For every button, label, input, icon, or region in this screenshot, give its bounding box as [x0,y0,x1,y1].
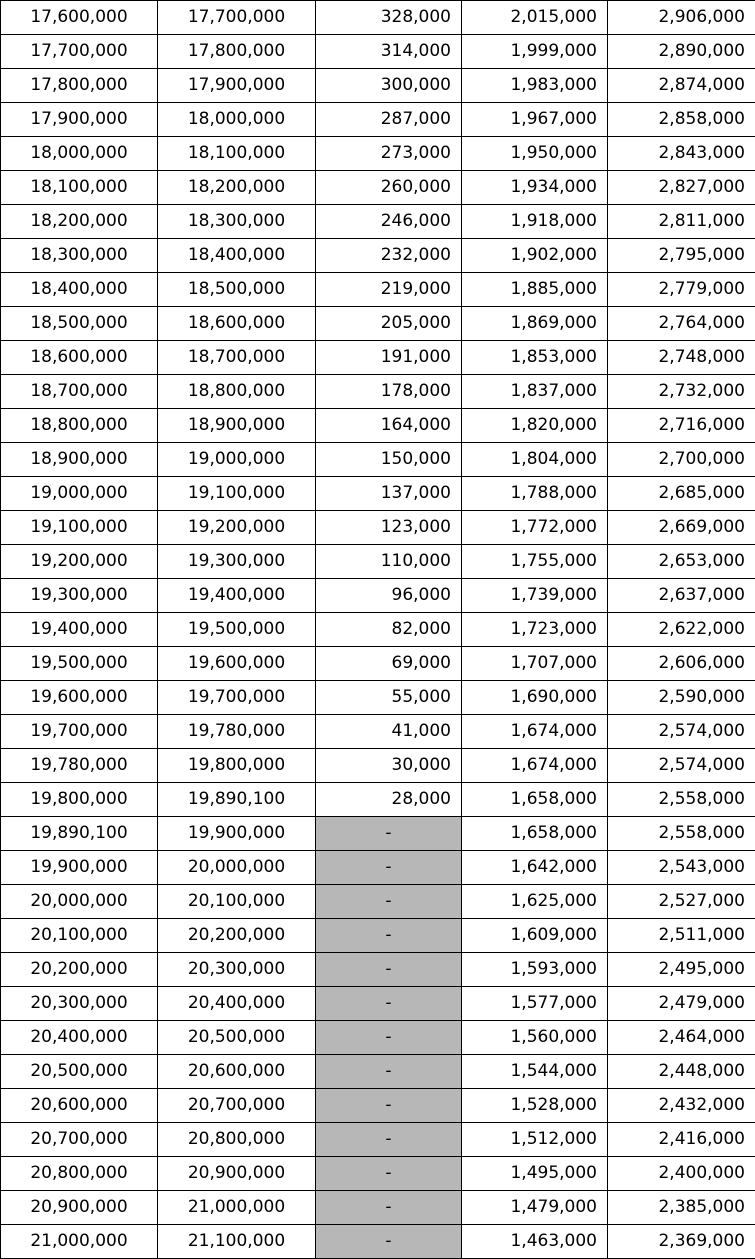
range-to-cell: 19,800,000 [158,749,316,783]
range-from-cell: 17,900,000 [1,103,158,137]
table-row [1,341,755,375]
value-c-cell: 2,574,000 [608,749,755,783]
range-from-cell: 19,700,000 [1,715,158,749]
value-b-cell: 1,609,000 [462,919,608,953]
range-to-cell: 19,900,000 [158,817,316,851]
value-a-cell: 110,000 [316,545,462,579]
table-row [1,681,755,715]
value-b-cell: 1,950,000 [462,137,608,171]
value-a-cell: - [316,1055,462,1089]
table-row [1,613,755,647]
value-a-cell: - [316,817,462,851]
value-c-cell: 2,890,000 [608,35,755,69]
value-b-cell: 1,723,000 [462,613,608,647]
value-b-cell: 1,902,000 [462,239,608,273]
range-from-cell: 20,400,000 [1,1021,158,1055]
value-a-cell: 123,000 [316,511,462,545]
range-to-cell: 19,300,000 [158,545,316,579]
value-b-cell: 1,739,000 [462,579,608,613]
value-b-cell: 1,983,000 [462,69,608,103]
value-b-cell: 1,528,000 [462,1089,608,1123]
value-b-cell: 1,674,000 [462,749,608,783]
range-to-cell: 20,900,000 [158,1157,316,1191]
table-row [1,1,755,35]
value-c-cell: 2,511,000 [608,919,755,953]
value-a-cell: 96,000 [316,579,462,613]
range-to-cell: 20,200,000 [158,919,316,953]
range-from-cell: 18,600,000 [1,341,158,375]
value-a-cell: 300,000 [316,69,462,103]
value-b-cell: 1,463,000 [462,1225,608,1259]
value-c-cell: 2,574,000 [608,715,755,749]
range-from-cell: 19,500,000 [1,647,158,681]
value-a-cell: - [316,1157,462,1191]
value-a-cell: 191,000 [316,341,462,375]
table-row [1,953,755,987]
value-b-cell: 1,869,000 [462,307,608,341]
range-from-cell: 17,800,000 [1,69,158,103]
range-to-cell: 17,700,000 [158,1,316,35]
table-row [1,171,755,205]
value-a-cell: 273,000 [316,137,462,171]
range-from-cell: 20,800,000 [1,1157,158,1191]
value-c-cell: 2,527,000 [608,885,755,919]
value-a-cell: 246,000 [316,205,462,239]
range-to-cell: 19,500,000 [158,613,316,647]
value-b-cell: 1,674,000 [462,715,608,749]
value-c-cell: 2,369,000 [608,1225,755,1259]
table-row [1,1089,755,1123]
value-c-cell: 2,590,000 [608,681,755,715]
range-from-cell: 18,200,000 [1,205,158,239]
value-a-cell: 205,000 [316,307,462,341]
table-row [1,1055,755,1089]
table-row [1,477,755,511]
range-from-cell: 17,600,000 [1,1,158,35]
range-to-cell: 19,100,000 [158,477,316,511]
value-a-cell: - [316,987,462,1021]
value-b-cell: 1,593,000 [462,953,608,987]
value-b-cell: 1,788,000 [462,477,608,511]
range-to-cell: 19,200,000 [158,511,316,545]
value-a-cell: 314,000 [316,35,462,69]
value-c-cell: 2,400,000 [608,1157,755,1191]
value-c-cell: 2,779,000 [608,273,755,307]
table-row [1,715,755,749]
value-b-cell: 2,015,000 [462,1,608,35]
value-c-cell: 2,448,000 [608,1055,755,1089]
value-a-cell: - [316,885,462,919]
table-row [1,205,755,239]
table-row [1,851,755,885]
value-c-cell: 2,543,000 [608,851,755,885]
value-c-cell: 2,385,000 [608,1191,755,1225]
table-row [1,443,755,477]
value-c-cell: 2,558,000 [608,817,755,851]
value-a-cell: 164,000 [316,409,462,443]
value-a-cell: - [316,1089,462,1123]
value-a-cell: 232,000 [316,239,462,273]
range-from-cell: 19,000,000 [1,477,158,511]
value-a-cell: 69,000 [316,647,462,681]
value-a-cell: 178,000 [316,375,462,409]
range-from-cell: 18,700,000 [1,375,158,409]
range-from-cell: 19,300,000 [1,579,158,613]
value-a-cell: 82,000 [316,613,462,647]
range-to-cell: 21,100,000 [158,1225,316,1259]
value-a-cell: 287,000 [316,103,462,137]
range-from-cell: 19,780,000 [1,749,158,783]
table-row [1,545,755,579]
table-row [1,137,755,171]
value-b-cell: 1,755,000 [462,545,608,579]
value-b-cell: 1,853,000 [462,341,608,375]
range-from-cell: 20,200,000 [1,953,158,987]
value-a-cell: 30,000 [316,749,462,783]
range-to-cell: 19,000,000 [158,443,316,477]
range-from-cell: 19,100,000 [1,511,158,545]
range-to-cell: 18,500,000 [158,273,316,307]
value-c-cell: 2,811,000 [608,205,755,239]
value-b-cell: 1,544,000 [462,1055,608,1089]
range-from-cell: 20,100,000 [1,919,158,953]
table-row [1,511,755,545]
table-row [1,409,755,443]
range-from-cell: 20,600,000 [1,1089,158,1123]
range-from-cell: 20,300,000 [1,987,158,1021]
value-a-cell: - [316,851,462,885]
value-b-cell: 1,642,000 [462,851,608,885]
table-row [1,1191,755,1225]
table-row [1,375,755,409]
value-b-cell: 1,837,000 [462,375,608,409]
table-row [1,749,755,783]
range-from-cell: 19,400,000 [1,613,158,647]
table-row [1,1157,755,1191]
value-b-cell: 1,658,000 [462,783,608,817]
range-from-cell: 19,200,000 [1,545,158,579]
value-c-cell: 2,464,000 [608,1021,755,1055]
range-to-cell: 20,100,000 [158,885,316,919]
value-c-cell: 2,416,000 [608,1123,755,1157]
value-b-cell: 1,625,000 [462,885,608,919]
value-a-cell: - [316,1021,462,1055]
range-to-cell: 18,900,000 [158,409,316,443]
value-b-cell: 1,479,000 [462,1191,608,1225]
table-row [1,647,755,681]
value-c-cell: 2,700,000 [608,443,755,477]
range-from-cell: 19,600,000 [1,681,158,715]
value-a-cell: - [316,1225,462,1259]
range-from-cell: 19,890,100 [1,817,158,851]
amount-table-body [1,1,755,1259]
value-a-cell: 137,000 [316,477,462,511]
range-from-cell: 18,300,000 [1,239,158,273]
table-row [1,1225,755,1259]
value-b-cell: 1,999,000 [462,35,608,69]
value-c-cell: 2,479,000 [608,987,755,1021]
range-to-cell: 18,300,000 [158,205,316,239]
value-b-cell: 1,560,000 [462,1021,608,1055]
value-b-cell: 1,934,000 [462,171,608,205]
range-from-cell: 18,000,000 [1,137,158,171]
value-c-cell: 2,606,000 [608,647,755,681]
range-to-cell: 18,800,000 [158,375,316,409]
value-c-cell: 2,764,000 [608,307,755,341]
table-row [1,579,755,613]
value-a-cell: - [316,1123,462,1157]
value-b-cell: 1,918,000 [462,205,608,239]
value-a-cell: - [316,1191,462,1225]
value-c-cell: 2,858,000 [608,103,755,137]
range-to-cell: 20,400,000 [158,987,316,1021]
table-row [1,239,755,273]
range-from-cell: 18,100,000 [1,171,158,205]
table-row [1,919,755,953]
range-to-cell: 20,300,000 [158,953,316,987]
value-b-cell: 1,820,000 [462,409,608,443]
value-b-cell: 1,512,000 [462,1123,608,1157]
value-c-cell: 2,874,000 [608,69,755,103]
table-row [1,69,755,103]
range-from-cell: 20,500,000 [1,1055,158,1089]
range-to-cell: 19,700,000 [158,681,316,715]
table-row [1,817,755,851]
range-to-cell: 19,600,000 [158,647,316,681]
range-from-cell: 20,000,000 [1,885,158,919]
range-to-cell: 21,000,000 [158,1191,316,1225]
range-from-cell: 18,800,000 [1,409,158,443]
range-to-cell: 18,200,000 [158,171,316,205]
range-to-cell: 19,890,100 [158,783,316,817]
value-a-cell: - [316,953,462,987]
range-from-cell: 19,900,000 [1,851,158,885]
range-to-cell: 17,900,000 [158,69,316,103]
value-a-cell: 55,000 [316,681,462,715]
value-a-cell: 328,000 [316,1,462,35]
value-c-cell: 2,622,000 [608,613,755,647]
range-to-cell: 18,600,000 [158,307,316,341]
value-b-cell: 1,495,000 [462,1157,608,1191]
value-b-cell: 1,707,000 [462,647,608,681]
value-b-cell: 1,885,000 [462,273,608,307]
value-b-cell: 1,804,000 [462,443,608,477]
value-a-cell: 41,000 [316,715,462,749]
range-from-cell: 18,900,000 [1,443,158,477]
table-row [1,307,755,341]
range-from-cell: 17,700,000 [1,35,158,69]
value-a-cell: 219,000 [316,273,462,307]
range-to-cell: 20,800,000 [158,1123,316,1157]
range-to-cell: 20,500,000 [158,1021,316,1055]
table-row [1,35,755,69]
range-from-cell: 21,000,000 [1,1225,158,1259]
value-c-cell: 2,637,000 [608,579,755,613]
value-c-cell: 2,685,000 [608,477,755,511]
value-b-cell: 1,658,000 [462,817,608,851]
table-row [1,273,755,307]
value-c-cell: 2,748,000 [608,341,755,375]
value-b-cell: 1,690,000 [462,681,608,715]
value-c-cell: 2,495,000 [608,953,755,987]
range-from-cell: 18,400,000 [1,273,158,307]
value-a-cell: 260,000 [316,171,462,205]
value-a-cell: - [316,919,462,953]
range-from-cell: 20,700,000 [1,1123,158,1157]
value-c-cell: 2,558,000 [608,783,755,817]
range-to-cell: 19,780,000 [158,715,316,749]
table-row [1,1021,755,1055]
range-to-cell: 20,000,000 [158,851,316,885]
range-to-cell: 17,800,000 [158,35,316,69]
range-to-cell: 18,400,000 [158,239,316,273]
value-b-cell: 1,967,000 [462,103,608,137]
range-to-cell: 18,000,000 [158,103,316,137]
value-c-cell: 2,669,000 [608,511,755,545]
value-b-cell: 1,772,000 [462,511,608,545]
value-a-cell: 150,000 [316,443,462,477]
range-to-cell: 18,700,000 [158,341,316,375]
table-row [1,885,755,919]
value-c-cell: 2,827,000 [608,171,755,205]
value-c-cell: 2,716,000 [608,409,755,443]
value-c-cell: 2,843,000 [608,137,755,171]
value-a-cell: 28,000 [316,783,462,817]
range-from-cell: 20,900,000 [1,1191,158,1225]
value-c-cell: 2,795,000 [608,239,755,273]
range-from-cell: 18,500,000 [1,307,158,341]
value-c-cell: 2,653,000 [608,545,755,579]
value-b-cell: 1,577,000 [462,987,608,1021]
table-row [1,783,755,817]
range-to-cell: 18,100,000 [158,137,316,171]
range-to-cell: 20,600,000 [158,1055,316,1089]
table-row [1,987,755,1021]
range-to-cell: 20,700,000 [158,1089,316,1123]
value-c-cell: 2,906,000 [608,1,755,35]
table-row [1,1123,755,1157]
value-c-cell: 2,732,000 [608,375,755,409]
range-from-cell: 19,800,000 [1,783,158,817]
range-to-cell: 19,400,000 [158,579,316,613]
table-row [1,103,755,137]
value-c-cell: 2,432,000 [608,1089,755,1123]
